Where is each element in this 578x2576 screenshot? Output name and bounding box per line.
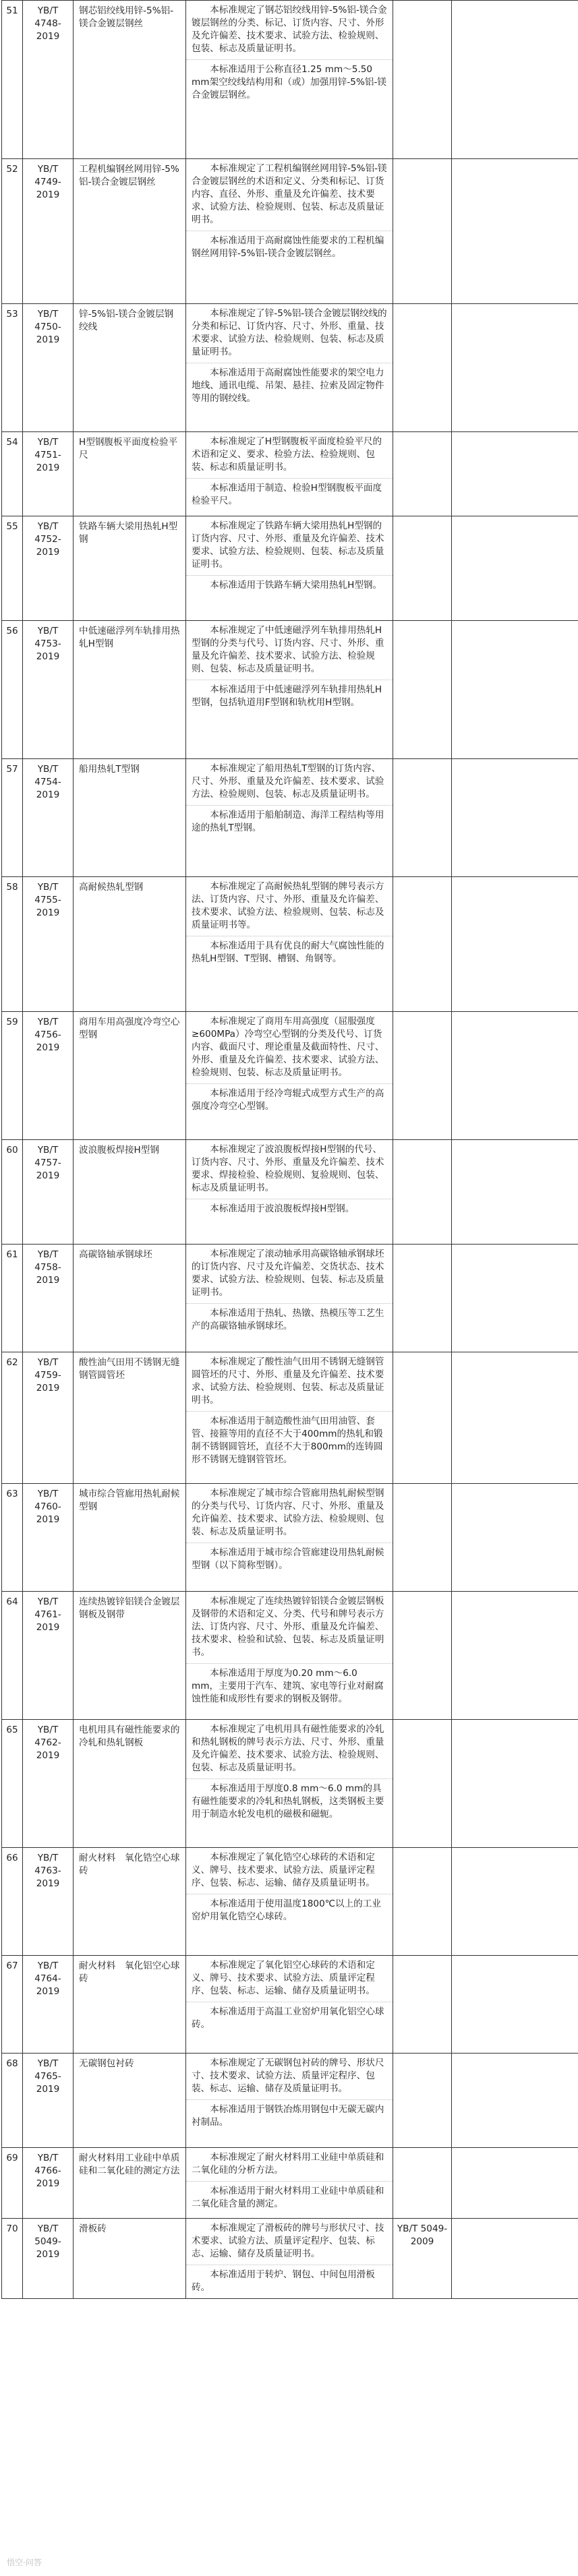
standard-name: 高碳铬轴承钢球坯 xyxy=(74,1245,186,1352)
table-row xyxy=(2,1720,578,1848)
scope-paragraph: 本标准规定了滚动轴承用高碳铬轴承钢球坯的订货内容、尺寸及允许偏差、交货状态、技术要求、试验方法、检验规则、包装、标志及质量证明书。 xyxy=(186,1245,393,1304)
applicability-paragraph: 本标准适用于高耐腐蚀性能要求的工程机编钢丝网用锌-5%铝-镁合金镀层钢丝。 xyxy=(192,235,384,259)
standard-content xyxy=(186,432,393,516)
standard-content xyxy=(186,516,393,621)
applicability-paragraph: 本标准适用于经冷弯辊式成型方式生产的高强度冷弯空心型钢。 xyxy=(192,1088,384,1112)
applicability-paragraph: 本标准适用于厚度0.8 mm～6.0 mm的具有磁性能要求的冷轧和热轧钢板，这类钢板主要用于制造水轮发电机的磁极和磁轭。 xyxy=(192,1783,384,1820)
remark-cell xyxy=(452,2148,578,2219)
standards-table-wrapper xyxy=(1,0,575,2299)
remark-cell xyxy=(452,1848,578,1956)
remark-cell xyxy=(452,1956,578,2054)
replaced-standard xyxy=(393,159,452,304)
standard-content xyxy=(186,304,393,432)
standard-name: 电机用具有磁性能要求的冷轧和热轧钢板 xyxy=(74,1720,186,1848)
table-row xyxy=(2,2219,578,2299)
replaced-standard xyxy=(393,1592,452,1720)
standard-content xyxy=(186,1484,393,1592)
standard-code: YB/T 4759-2019 xyxy=(23,1352,74,1484)
row-number: 56 xyxy=(2,621,23,759)
standard-name: 滑板砖 xyxy=(74,2219,186,2299)
applicability-paragraph: 本标准适用于高耐腐蚀性能要求的架空电力地线、通讯电缆、吊架、悬挂、拉索及固定物件等用的钢绞线。 xyxy=(192,367,384,404)
table-row xyxy=(2,1012,578,1140)
table-row xyxy=(2,2054,578,2148)
table-row xyxy=(2,1140,578,1245)
standard-code: YB/T 4752-2019 xyxy=(23,516,74,621)
standard-content xyxy=(186,1,393,159)
standard-content xyxy=(186,1012,393,1140)
standard-code: YB/T 4751-2019 xyxy=(23,432,74,516)
applicability-paragraph: 本标准适用于船舶制造、海洋工程结构等用途的热轧T型钢。 xyxy=(192,810,384,833)
replaced-standard xyxy=(393,1,452,159)
applicability-paragraph: 本标准适用于热轧、热镦、热模压等工艺生产的高碳铬轴承钢球坯。 xyxy=(192,1308,384,1331)
replaced-standard xyxy=(393,1245,452,1352)
remark-cell xyxy=(452,1245,578,1352)
standard-name: 耐火材料用工业硅中单质硅和二氧化硅的测定方法 xyxy=(74,2148,186,2219)
applicability-paragraph: 本标准适用于铁路车辆大梁用热轧H型钢。 xyxy=(210,580,382,591)
applicability-paragraph: 本标准适用于使用温度1800℃以上的工业窑炉用氧化锆空心球砖。 xyxy=(192,1898,381,1922)
applicability-paragraph: 本标准适用于耐火材料用工业硅中单质硅和二氧化硅含量的测定。 xyxy=(192,2186,384,2209)
row-number: 63 xyxy=(2,1484,23,1592)
applicability-paragraph: 本标准适用于中低速磁浮列车轨排用热轧H型钢，包括轨道用F型钢和轨枕用H型钢。 xyxy=(192,684,382,708)
table-row xyxy=(2,432,578,516)
standard-name: 铁路车辆大梁用热轧H型钢 xyxy=(74,516,186,621)
row-number: 58 xyxy=(2,877,23,1012)
row-number: 55 xyxy=(2,516,23,621)
scope-paragraph: 本标准规定了锌-5%铝-镁合金镀层钢绞线的分类和标记、订货内容、尺寸、外形、重量、技术要求、试验方法、检验规则、包装、标志及质量证明书。 xyxy=(186,304,393,363)
replaced-standard xyxy=(393,2148,452,2219)
table-row xyxy=(2,1245,578,1352)
standard-code: YB/T 4748-2019 xyxy=(23,1,74,159)
scope-paragraph: 本标准规定了电机用具有磁性能要求的冷轧和热轧钢板的牌号表示方法、尺寸、外形、重量及允许偏差、技术要求、试验方法、检验规则、包装、标志及质量证明书。 xyxy=(186,1720,393,1779)
standard-code: YB/T 4754-2019 xyxy=(23,759,74,877)
scope-paragraph: 本标准规定了耐火材料用工业硅中单质硅和二氧化硅的分析方法。 xyxy=(186,2148,393,2182)
replaced-standard xyxy=(393,1720,452,1848)
standard-content xyxy=(186,759,393,877)
remark-cell xyxy=(452,1592,578,1720)
row-number: 62 xyxy=(2,1352,23,1484)
table-row xyxy=(2,304,578,432)
scope-paragraph: 本标准规定了酸性油气田用不锈钢无缝钢管圆管坯的尺寸、外形、重量及允许偏差、技术要求、试验方法、检验规则、包装、标志及质量证明书。 xyxy=(186,1352,393,1412)
replaced-standard xyxy=(393,1848,452,1956)
scope-paragraph: 本标准规定了波浪腹板焊接H型钢的代号、订货内容、尺寸、外形、重量及允许偏差、技术要求、焊接检验、检验规则、复验规则、包装、标志及质量证明书。 xyxy=(186,1140,393,1199)
remark-cell xyxy=(452,621,578,759)
replaced-standard xyxy=(393,2054,452,2148)
replaced-standard xyxy=(393,516,452,621)
remark-cell xyxy=(452,759,578,877)
standard-code: YB/T 4762-2019 xyxy=(23,1720,74,1848)
applicability-paragraph: 本标准适用于波浪腹板焊接H型钢。 xyxy=(210,1203,355,1214)
standard-name: H型钢腹板平面度检验平尺 xyxy=(74,432,186,516)
row-number: 57 xyxy=(2,759,23,877)
remark-cell xyxy=(452,1484,578,1592)
table-row xyxy=(2,1484,578,1592)
standard-name: 中低速磁浮列车轨排用热轧H型钢 xyxy=(74,621,186,759)
standard-content xyxy=(186,1956,393,2054)
row-number: 53 xyxy=(2,304,23,432)
standard-code: YB/T 4763-2019 xyxy=(23,1848,74,1956)
scope-paragraph: 本标准规定了连续热镀锌铝镁合金镀层钢板及钢带的术语和定义、分类、代号和牌号表示方法、订货内容、尺寸、外形、重量及允许偏差、技术要求、检验和试验、包装、标志及质量证明书。 xyxy=(186,1592,393,1664)
remark-cell xyxy=(452,159,578,304)
scope-paragraph: 本标准规定了无碳钢包衬砖的牌号、形状尺寸、技术要求、试验方法、质量评定程序、包装、标志、运输、储存及质量证明书。 xyxy=(186,2054,393,2100)
row-number: 52 xyxy=(2,159,23,304)
replaced-standard xyxy=(393,1140,452,1245)
row-number: 68 xyxy=(2,2054,23,2148)
replaced-standard: YB/T 5049-2009 xyxy=(393,2219,452,2299)
row-number: 67 xyxy=(2,1956,23,2054)
standard-content xyxy=(186,1352,393,1484)
table-row xyxy=(2,621,578,759)
remark-cell xyxy=(452,877,578,1012)
scope-paragraph: 本标准规定了工程机编钢丝网用锌-5%铝-镁合金镀层钢丝的术语和定义、分类和标记、订货内容、直径、外形、重量及允许偏差、技术要求、试验方法、检验规则、包装、标志及质量证明书。 xyxy=(186,159,393,231)
standard-content xyxy=(186,2054,393,2148)
scope-paragraph: 本标准规定了船用热轧T型钢的订货内容、尺寸、外形、重量及允许偏差、技术要求、试验方法、检验规则、包装、标志及质量证明书。 xyxy=(186,759,393,806)
table-row xyxy=(2,159,578,304)
row-number: 64 xyxy=(2,1592,23,1720)
scope-paragraph: 本标准规定了商用车用高强度（屈服强度≥600MPa）冷弯空心型钢的分类及代号、订货内容、截面尺寸、理论重量及截面特性、尺寸、外形、重量及允许偏差、技术要求、试验方法、检验规则、包装、标志及质量证明书。 xyxy=(186,1012,393,1084)
standard-code: YB/T 4755-2019 xyxy=(23,877,74,1012)
standard-name: 钢芯铝绞线用锌-5%铝-镁合金镀层钢丝 xyxy=(74,1,186,159)
standard-content xyxy=(186,1848,393,1956)
table-row xyxy=(2,2148,578,2219)
standard-code: YB/T 5049-2019 xyxy=(23,2219,74,2299)
applicability-paragraph: 本标准适用于具有优良的耐大气腐蚀性能的热轧H型钢、T型钢、槽钢、角钢等。 xyxy=(192,940,384,964)
row-number: 65 xyxy=(2,1720,23,1848)
remark-cell xyxy=(452,516,578,621)
scope-paragraph: 本标准规定了中低速磁浮列车轨排用热轧H型钢的分类与代号、订货内容、尺寸、外形、重量及允许偏差、技术要求、试验方法、检验规则、包装、标志及质量证明书。 xyxy=(186,621,393,680)
watermark: 悟空·问答 xyxy=(7,2558,42,2567)
row-number: 51 xyxy=(2,1,23,159)
standard-code: YB/T 4760-2019 xyxy=(23,1484,74,1592)
scope-paragraph: 本标准规定了城市综合管廊用热轧耐候型钢的分类与代号、订货内容、尺寸、外形、重量及允许偏差、技术要求、试验方法、检验规则、包装、标志及质量证明书。 xyxy=(186,1484,393,1543)
row-number: 69 xyxy=(2,2148,23,2219)
standard-name: 波浪腹板焊接H型钢 xyxy=(74,1140,186,1245)
replaced-standard xyxy=(393,1012,452,1140)
standard-name: 高耐候热轧型钢 xyxy=(74,877,186,1012)
applicability-paragraph: 本标准适用于钢铁冶炼用钢包中无碳无碳内衬制品。 xyxy=(192,2104,384,2128)
row-number: 66 xyxy=(2,1848,23,1956)
standard-name: 商用车用高强度冷弯空心型钢 xyxy=(74,1012,186,1140)
standard-name: 连续热镀锌铝镁合金镀层钢板及钢带 xyxy=(74,1592,186,1720)
standard-content xyxy=(186,1720,393,1848)
remark-cell xyxy=(452,2219,578,2299)
scope-paragraph: 本标准规定了铁路车辆大梁用热轧H型钢的订货内容、尺寸、外形、重量及允许偏差、技术要求、试验方法、检验规则、包装、标志及质量证明书。 xyxy=(186,516,393,576)
applicability-paragraph: 本标准适用于城市综合管廊建设用热轧耐候型钢（以下简称型钢）。 xyxy=(192,1547,384,1571)
standard-content xyxy=(186,1592,393,1720)
row-number: 54 xyxy=(2,432,23,516)
standard-name: 耐火材料 氧化锆空心球砖 xyxy=(74,1848,186,1956)
replaced-standard xyxy=(393,1956,452,2054)
table-row xyxy=(2,516,578,621)
remark-cell xyxy=(452,1720,578,1848)
remark-cell xyxy=(452,1,578,159)
remark-cell xyxy=(452,1352,578,1484)
applicability-paragraph: 本标准适用于制造、检验H型钢腹板平面度检验平尺。 xyxy=(192,483,382,506)
table-row xyxy=(2,1848,578,1956)
standard-content xyxy=(186,2148,393,2219)
remark-cell xyxy=(452,1140,578,1245)
applicability-paragraph: 本标准适用于制造酸性油气田用油管、套管、接箍等用的直径不大于400mm的热轧和锻制不锈钢圆管坯，直径不大于800mm的连铸圆形不锈钢无缝钢管管坯。 xyxy=(192,1416,383,1465)
standard-name: 酸性油气田用不锈钢无缝钢管圆管坯 xyxy=(74,1352,186,1484)
replaced-standard xyxy=(393,759,452,877)
standard-code: YB/T 4757-2019 xyxy=(23,1140,74,1245)
applicability-paragraph: 本标准适用于厚度为0.20 mm～6.0 mm，主要用于汽车、建筑、家电等行业对耐腐蚀性能和成形性有要求的钢板及钢带。 xyxy=(192,1668,384,1704)
row-number: 61 xyxy=(2,1245,23,1352)
standard-name: 城市综合管廊用热轧耐候型钢 xyxy=(74,1484,186,1592)
standard-code: YB/T 4765-2019 xyxy=(23,2054,74,2148)
scope-paragraph: 本标准规定了氧化锆空心球砖的术语和定义、牌号、技术要求、试验方法、质量评定程序、包装、标志、运输、储存及质量证明书。 xyxy=(186,1848,393,1894)
applicability-paragraph: 本标准适用于高温工业窑炉用氧化铝空心球砖。 xyxy=(192,2006,384,2030)
table-row xyxy=(2,759,578,877)
scope-paragraph: 本标准规定了氧化铝空心球砖的术语和定义、牌号、技术要求、试验方法、质量评定程序、包装、标志、运输、储存及质量证明书。 xyxy=(186,1956,393,2002)
replaced-standard xyxy=(393,621,452,759)
applicability-paragraph: 本标准适用于公称直径1.25 mm～5.50 mm架空绞线结构用和（或）加强用锌-5%铝-镁合金镀层钢丝。 xyxy=(192,64,386,100)
standard-content xyxy=(186,2219,393,2299)
standard-content xyxy=(186,1140,393,1245)
row-number: 59 xyxy=(2,1012,23,1140)
table-row xyxy=(2,1592,578,1720)
standard-content xyxy=(186,159,393,304)
scope-paragraph: 本标准规定了高耐候热轧型钢的牌号表示方法、订货内容、尺寸、外形、重量及允许偏差、技术要求、试验方法、检验规则、包装、标志及质量证明书等。 xyxy=(186,877,393,936)
remark-cell xyxy=(452,304,578,432)
standard-name: 无碳钢包衬砖 xyxy=(74,2054,186,2148)
scope-paragraph: 本标准规定了H型钢腹板平面度检验平尺的术语和定义、要求、检验方法、检验规则、包装、标志和质量证明书。 xyxy=(186,432,393,479)
applicability-paragraph: 本标准适用于转炉、钢包、中间包用滑板砖。 xyxy=(192,2269,375,2293)
standard-code: YB/T 4753-2019 xyxy=(23,621,74,759)
table-row xyxy=(2,1352,578,1484)
standard-code: YB/T 4766-2019 xyxy=(23,2148,74,2219)
replaced-standard xyxy=(393,432,452,516)
standard-code: YB/T 4749-2019 xyxy=(23,159,74,304)
standard-content xyxy=(186,621,393,759)
standard-content xyxy=(186,1245,393,1352)
standards-table-body xyxy=(2,1,578,2299)
replaced-standard xyxy=(393,1484,452,1592)
replaced-standard xyxy=(393,304,452,432)
scope-paragraph: 本标准规定了钢芯铝绞线用锌-5%铝-镁合金镀层钢丝的分类、标记、订货内容、尺寸、外形及允许偏差、技术要求、试验方法、检验规则、包装、标志及质量证明书。 xyxy=(186,1,393,60)
standard-code: YB/T 4750-2019 xyxy=(23,304,74,432)
table-row xyxy=(2,877,578,1012)
standard-code: YB/T 4756-2019 xyxy=(23,1012,74,1140)
remark-cell xyxy=(452,1012,578,1140)
standards-table xyxy=(1,0,578,2299)
standard-name: 耐火材料 氧化铝空心球砖 xyxy=(74,1956,186,2054)
standard-name: 工程机编钢丝网用锌-5%铝-镁合金镀层钢丝 xyxy=(74,159,186,304)
standard-name: 船用热轧T型钢 xyxy=(74,759,186,877)
standard-content xyxy=(186,877,393,1012)
table-row xyxy=(2,1,578,159)
standard-code: YB/T 4764-2019 xyxy=(23,1956,74,2054)
replaced-standard xyxy=(393,1352,452,1484)
standard-name: 锌-5%铝-镁合金镀层钢绞线 xyxy=(74,304,186,432)
standard-code: YB/T 4761-2019 xyxy=(23,1592,74,1720)
table-row xyxy=(2,1956,578,2054)
scope-paragraph: 本标准规定了滑板砖的牌号与形状尺寸、技术要求、试验方法、质量评定程序、包装、标志、运输、储存及质量证明书。 xyxy=(186,2219,393,2265)
row-number: 60 xyxy=(2,1140,23,1245)
remark-cell xyxy=(452,2054,578,2148)
standard-code: YB/T 4758-2019 xyxy=(23,1245,74,1352)
row-number: 70 xyxy=(2,2219,23,2299)
replaced-standard xyxy=(393,877,452,1012)
remark-cell xyxy=(452,432,578,516)
